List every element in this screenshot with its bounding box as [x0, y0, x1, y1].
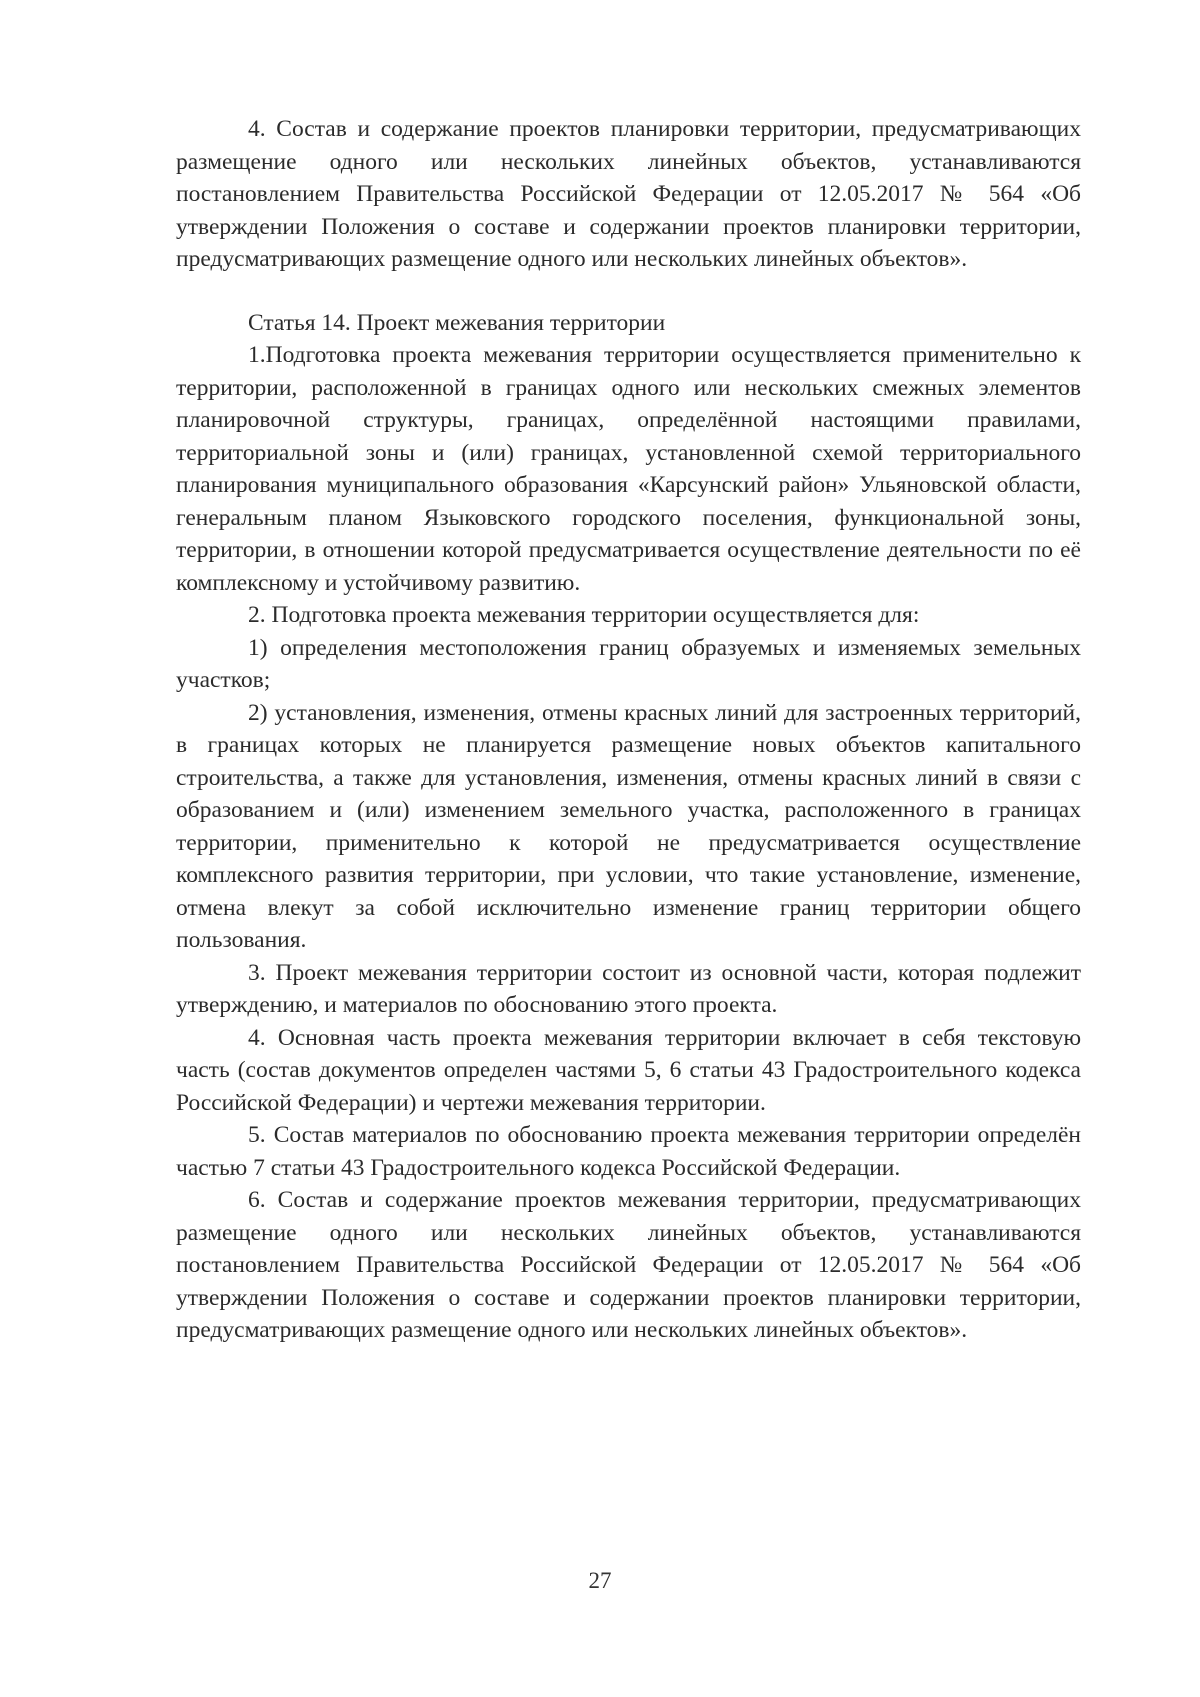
paragraph-4-planning-projects: 4. Состав и содержание проектов планировки территории, предусматривающих размещение одного или нескольких линейных объектов, устанавливаются постановлением Правительства Российской Федерации от 12.05.2017 № 564 «Об утверждении Положения о составе и содержании проектов планировки территории, предусматривающих размещение одного или нескольких линейных объектов». [176, 116, 1081, 272]
paragraph-2-item-2: 2) установления, изменения, отмены красных линий для застроенных территорий, в границах которых не планируется размещение новых объектов капитального строительства, а также для установления, изменения, отмены красных линий в связи с образованием и (или) изменением земельного участка, расположенного в границах территории, применительно к которой не предусматривается осуществление комплексного развития территории, при условии, что такие установление, изменение, отмена влекут за собой исключительно изменение границ территории общего пользования. [176, 699, 1081, 953]
spacer [176, 276, 1081, 307]
paragraph-1: 1.Подготовка проекта межевания территории осуществляется применительно к территории, расположенной в границах одного или нескольких смежных элементов планировочной структуры, границах, определённой настоящими правилами, территориальной зоны и (или) границах, установленной схемой территориального планирования муниципального образования «Карсунский район» Ульяновской области, генеральным планом Языковского городского поселения, функциональной зоны, территории, в отношении которой предусматривается осуществление деятельности по её комплексному и устойчивому развитию. [176, 342, 1081, 596]
paragraph-4: 4. Основная часть проекта межевания территории включает в себя текстовую часть (состав документов определен частями 5, 6 статьи 43 Градостроительного кодекса Российской Федерации) и чертежи межевания территории. [176, 1024, 1081, 1116]
paragraph-2-item-1: 1) определения местоположения границ образуемых и изменяемых земельных участков; [176, 634, 1081, 693]
page-number: 27 [588, 1568, 612, 1593]
paragraph-6: 6. Состав и содержание проектов межевания территории, предусматривающих размещение одного или нескольких линейных объектов, устанавливаются постановлением Правительства Российской Федерации от 12.05.2017 № 564 «Об утверждении Положения о составе и содержании проектов планировки территории, предусматривающих размещение одного или нескольких линейных объектов». [176, 1187, 1081, 1343]
paragraph-2: 2. Подготовка проекта межевания территории осуществляется для: [248, 602, 920, 628]
article-14-title: Статья 14. Проект межевания территории [248, 309, 666, 336]
paragraph-5: 5. Состав материалов по обоснованию проекта межевания территории определён частью 7 статьи 43 Градостроительного кодекса Российской Федерации. [176, 1122, 1081, 1181]
document-body [176, 113, 1081, 1347]
paragraph-3: 3. Проект межевания территории состоит из основной части, которая подлежит утверждению, и материалов по обоснованию этого проекта. [176, 959, 1081, 1018]
